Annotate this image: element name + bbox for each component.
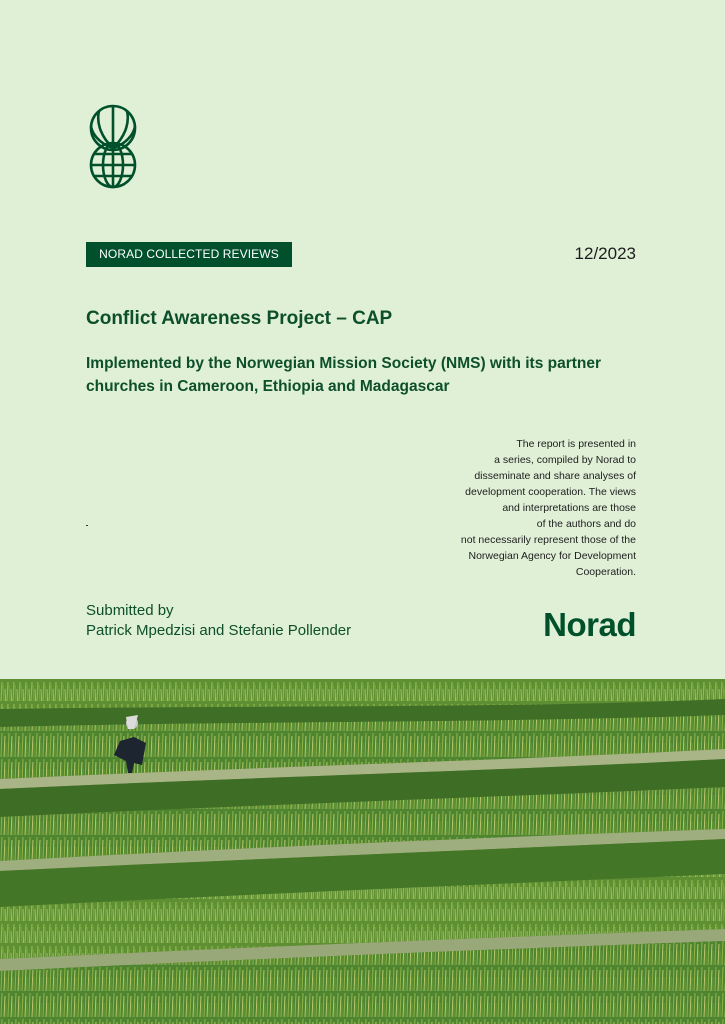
disclaimer-line: Cooperation. [575,566,636,578]
report-title: Conflict Awareness Project – CAP [86,308,393,329]
norad-globe-leaf-icon [86,104,140,190]
authors: Patrick Mpedzisi and Stefanie Pollender [86,622,352,639]
report-subtitle: Implemented by the Norwegian Mission Society (NMS) with its partner churches in Cameroon, Ethiopia and Madagascar [86,355,602,395]
stray-mark [86,525,88,526]
disclaimer-line: of the authors and do [536,518,636,530]
norad-wordmark: Norad [543,606,636,643]
disclaimer-line: and interpretations are those [502,502,636,514]
publication-date: 12/2023 [574,244,636,263]
disclaimer-line: a series, compiled by Norad to [494,454,636,466]
disclaimer-text [436,436,636,580]
disclaimer-line: disseminate and share analyses of [474,470,636,482]
submitted-by-label: Submitted by [86,602,174,619]
disclaimer-line: Norwegian Agency for Development [468,550,636,562]
series-tag: NORAD COLLECTED REVIEWS [86,242,292,267]
submitted-by-block [86,601,351,641]
disclaimer-line: The report is presented in [516,438,636,450]
disclaimer-line: development cooperation. The views [465,486,636,498]
rice-terrace-photo [0,679,725,1024]
disclaimer-line: not necessarily represent those of the [460,534,636,546]
